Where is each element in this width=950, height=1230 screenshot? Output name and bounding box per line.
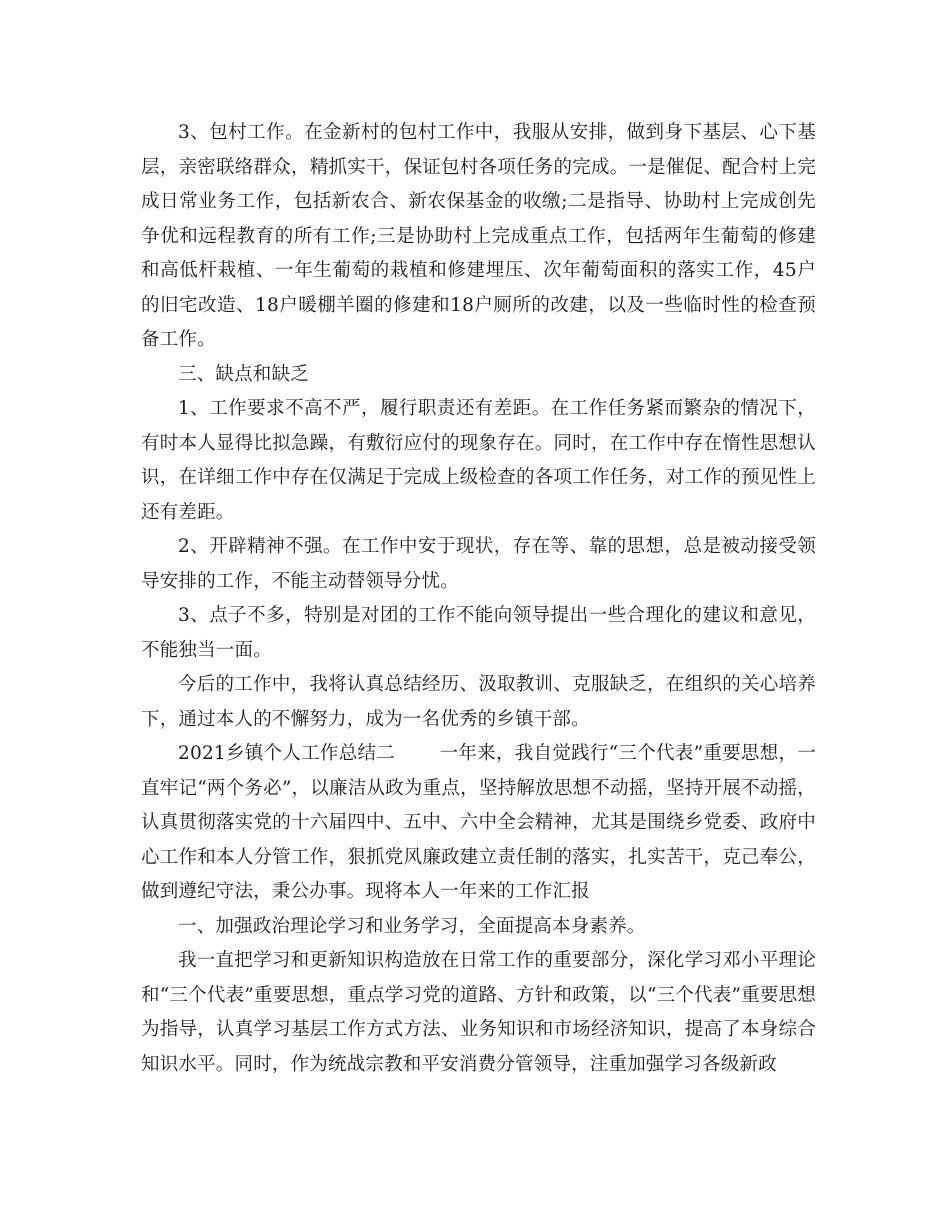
paragraph-shortcoming-3: 3、点子不多，特别是对团的工作不能向领导提出一些合理化的建议和意见，不能独当一面。 <box>141 605 816 661</box>
summary-two-intro: 一年来，我自觉践行“三个代表”重要思想，一直牢记“两个务必”，以廉洁从政为重点，坚持解放思想不动摇，坚持开展不动摇，认真贯彻落实党的十六届四中、五中、六中全会精神，尤其是围绕乡党委、政府中心工作和本人分管工作，狠抓党风廉政建立责任制的落实，扎实苦干，克己奉公，做到遵纪守法，秉公办事。现将本人一年来的工作汇报 <box>141 743 816 902</box>
paragraph-summary-two <box>141 737 816 910</box>
paragraph-shortcoming-2: 2、开辟精神不强。在工作中安于现状，存在等、靠的思想，总是被动接受领导安排的工作，不能主动替领导分忧。 <box>141 536 816 592</box>
paragraph-future-plan: 今后的工作中，我将认真总结经历、汲取教训、克服缺乏，在组织的关心培养下，通过本人的不懈努力，成为一名优秀的乡镇干部。 <box>141 674 816 730</box>
section-heading-shortcomings: 三、缺点和缺乏 <box>178 363 309 385</box>
paragraph-village-work: 3、包村工作。在金新村的包村工作中，我服从安排，做到身下基层、心下基层，亲密联络群众，精抓实干，保证包村各项任务的完成。一是催促、配合村上完成日常业务工作，包括新农合、新农保基金的收缴;二是指导、协助村上完成创先争优和远程教育的所有工作;三是协助村上完成重点工作，包括两年生葡萄的修建和高低杆栽植、一年生葡萄的栽植和修建埋压、次年葡萄面积的落实工作，45户的旧宅改造、18户暖棚羊圈的修建和18户厕所的改建，以及一些临时性的检查预备工作。 <box>141 122 816 350</box>
paragraph-shortcoming-1: 1、工作要求不高不严，履行职责还有差距。在工作任务紧而繁杂的情况下，有时本人显得比拟急躁，有敷衍应付的现象存在。同时，在工作中存在惰性思想认识，在详细工作中存在仅满足于完成上级检查的各项工作任务，对工作的预见性上还有差距。 <box>141 398 816 523</box>
summary-two-title: 2021乡镇个人工作总结二 <box>178 743 396 764</box>
section-heading-study: 一、加强政治理论学习和业务学习，全面提高本身素养。 <box>178 915 646 937</box>
paragraph-study: 我一直把学习和更新知识构造放在日常工作的重要部分，深化学习邓小平理论和“三个代表”重要思想，重点学习党的道路、方针和政策，以“三个代表”重要思想为指导，认真学习基层工作方式方法、业务知识和市场经济知识，提高了本身综合知识水平。同时，作为统战宗教和平安消费分管领导，注重加强学习各级新政 <box>141 950 816 1075</box>
